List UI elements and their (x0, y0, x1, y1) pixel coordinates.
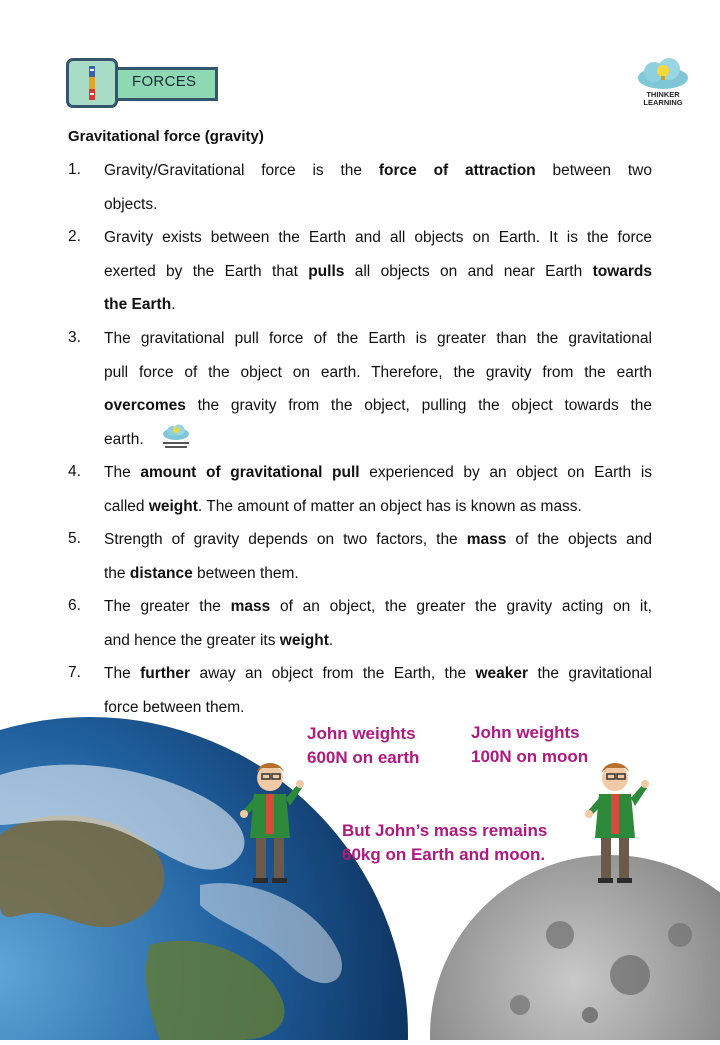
list-item-line (104, 497, 652, 517)
text-segment: objects. (104, 195, 158, 213)
list-item-number: 4. (68, 463, 81, 480)
text-segment: of an object, the greater the gravity acting on it, (270, 598, 652, 615)
list-item-line (104, 295, 652, 315)
list-item-number: 5. (68, 530, 81, 547)
list-item-line (104, 329, 652, 349)
bold-term: mass (230, 598, 271, 615)
text-segment: The (104, 464, 141, 481)
bold-term: weight (279, 631, 329, 649)
bold-term: the Earth (104, 296, 172, 313)
thinker-learning-logo (636, 58, 690, 108)
mass-caption: But John’s mass remains 60kg on Earth and moon. (342, 821, 548, 864)
text-segment: all objects on and near Earth (344, 262, 593, 280)
text-segment: of the objects and (506, 531, 653, 548)
list-item-line (104, 262, 652, 282)
text-segment: the (104, 564, 130, 582)
small-logo-icon (161, 424, 191, 452)
text-segment: Strength of gravity depends on two factors, the (104, 531, 467, 548)
list-item-line (104, 530, 652, 550)
bold-term: distance (129, 564, 193, 582)
text-segment: called (104, 497, 149, 515)
text-segment: The (104, 665, 141, 682)
text-segment: the gravity from the object, pulling the object towards the (185, 397, 652, 414)
list-item-line (104, 396, 652, 416)
text-segment: Gravity/Gravitational force is the (104, 162, 379, 179)
list-item-line (104, 597, 652, 617)
forces-badge (66, 58, 220, 108)
magnet-icon (66, 58, 118, 108)
bold-term: force of attraction (378, 162, 536, 179)
bold-term: weight (148, 497, 198, 515)
text-segment: . (328, 631, 334, 649)
moon-weight-caption: John weights 100N on moon (471, 723, 589, 766)
text-segment: between two (535, 162, 652, 179)
bold-term: overcomes (104, 397, 186, 414)
list-item-line (104, 463, 652, 483)
bold-term: weaker (475, 665, 529, 682)
list-item-line (104, 228, 652, 248)
list-item-line (104, 161, 652, 181)
list-item-line (104, 631, 652, 651)
text-segment: pull force of the object on earth. Therefore, the gravity from the earth (104, 363, 652, 381)
text-segment: and hence the greater its (104, 631, 280, 649)
list-item-number: 6. (68, 597, 81, 614)
text-segment: away an object from the Earth, the (190, 665, 476, 682)
list-item-line (104, 664, 652, 684)
text-segment: force between them. (104, 698, 245, 716)
list-item-line (104, 564, 652, 584)
list-item-number: 7. (68, 664, 81, 681)
bold-term: mass (466, 531, 507, 548)
list-item-line (104, 195, 652, 215)
logo-text: THINKER LEARNING (643, 90, 683, 107)
list-item-number: 2. (68, 228, 81, 245)
cloud-bulb-icon (636, 58, 690, 92)
text-segment: earth. (104, 430, 144, 448)
moon-image (430, 855, 720, 1040)
text-segment: . The amount of matter an object has is known as mass. (197, 497, 582, 515)
text-segment: . (171, 296, 176, 313)
list-item-line (104, 363, 652, 383)
earth-weight-caption: John weights 600N on earth (307, 724, 420, 767)
badge-label: FORCES (132, 73, 197, 90)
bold-term: further (140, 665, 191, 682)
text-segment: between them. (192, 564, 299, 582)
text-segment: experienced by an object on Earth is (359, 464, 653, 481)
list-item-number: 3. (68, 329, 81, 346)
section-title: Gravitational force (gravity) (68, 128, 264, 145)
text-segment: the gravitational (528, 665, 653, 682)
bold-term: amount of gravitational pull (140, 464, 360, 481)
text-segment: Gravity exists between the Earth and all objects on Earth. It is the force (104, 229, 652, 246)
text-segment: exerted by the Earth that (104, 262, 309, 280)
text-segment: The gravitational pull force of the Earth is greater than the gravitational (104, 330, 652, 347)
bold-term: pulls (308, 262, 345, 280)
text-segment: The greater the (104, 598, 231, 615)
bold-term: towards (592, 262, 652, 280)
list-item-number: 1. (68, 161, 81, 178)
